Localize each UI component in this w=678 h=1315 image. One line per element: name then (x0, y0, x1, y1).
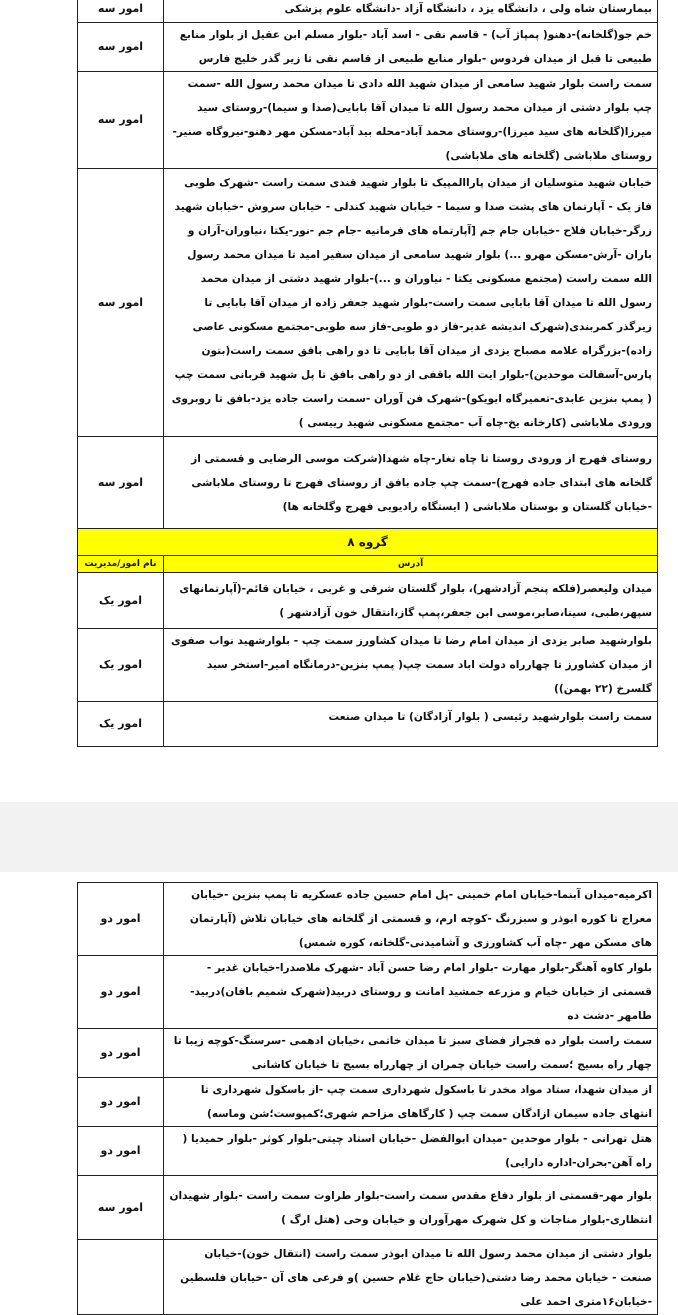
address-cell: بلوار کاوه آهنگر-بلوار مهارت -بلوار امام رضا حسن آباد -شهرک ملاصدرا-خیابان غدیر - قسمتی از خیابان خیام و مزرعه جمشید امانت و روستای دربید(شهرک شمیم بافان)دربید-طامهر -دشت ده (164, 956, 658, 1029)
section-cell: امور دو (78, 883, 164, 956)
table-row (78, 169, 658, 437)
region-address-table-2 (77, 882, 658, 1315)
table-row (78, 956, 658, 1029)
section-cell: امور دو (78, 1127, 164, 1176)
document-page-2 (0, 872, 678, 1308)
section-cell (78, 1240, 164, 1315)
address-cell: بیمارستان شاه ولی ، دانشگاه یزد ، دانشگاه آزاد -دانشگاه علوم پزشکی (164, 0, 658, 23)
table-row (78, 1240, 658, 1315)
table-row (78, 1176, 658, 1240)
address-column-header: آدرس (164, 556, 658, 573)
section-cell: امور سه (78, 169, 164, 437)
section-cell: امور دو (78, 1078, 164, 1127)
table-row (78, 629, 658, 702)
address-cell: روستای فهرج از ورودی روستا تا چاه تغار-چاه شهدا(شرکت موسی الرضایی و قسمتی از گلخانه های ابتدای جاده فهرج)-سمت چپ جاده بافق از روستای فهرج تا روستای ملاباشی -خیابان گلستان و بوستان ملاباشی ( ایستگاه رادیویی فهرج وگلخانه ها) (164, 437, 658, 529)
table-row (78, 437, 658, 529)
section-cell: امور دو (78, 956, 164, 1029)
table-row (78, 23, 658, 72)
address-cell: اکرمیه-میدان آبنما-خیابان امام خمینی -پل امام حسین جاده عسکریه تا پمپ بنزین -خیابان معراج تا کوره ابوذر و سبزرنگ -کوچه ارم، و قسمتی از گلخانه های خیابان تلاش (آپارتمان های مسکن مهر -چاه آب کشاورزی و آشامیدنی-گلخانه، کوره شمس) (164, 883, 658, 956)
column-header-row (78, 556, 658, 573)
section-cell: امور سه (78, 1176, 164, 1240)
section-cell: امور سه (78, 23, 164, 72)
section-cell: امور سه (78, 437, 164, 529)
address-cell: از میدان شهدا، ستاد مواد مخدر تا باسکول شهرداری سمت چپ -از باسکول شهرداری تا انتهای جاده سیمان ازادگان سمت چپ ( کارگاهای مزاحم شهری؛کمپوست؛شن وماسه) (164, 1078, 658, 1127)
address-cell: هتل تهرانی - بلوار موحدین -میدان ابوالفضل -خیابان استاد چیتی-بلوار کوثر -بلوار حمیدیا ( راه آهن-بحران-اداره دارایی) (164, 1127, 658, 1176)
section-cell: امور یک (78, 629, 164, 702)
section-cell: امور دو (78, 1029, 164, 1078)
address-cell: بلوارشهید صابر یزدی از میدان امام رضا تا میدان کشاورز سمت چپ - بلوارشهید نواب صفوی از میدان کشاورز تا چهارراه دولت اباد سمت چپ( پمپ بنزین-درمانگاه امیر-استخر سید گلسرخ (۲۲ بهمن)) (164, 629, 658, 702)
table-row (78, 1078, 658, 1127)
section-cell: امور سه (78, 0, 164, 23)
table-row (78, 0, 658, 23)
address-cell: سمت راست بلوار ده فجراز فضای سبز تا میدان خاتمی ،خیابان ادهمی -سرسنگ-کوچه زیبا تا چهار راه بسیج ؛سمت راست خیابان چمران از چهارراه بسیج تا خیابان کاشانی (164, 1029, 658, 1078)
group-header-row (78, 529, 658, 556)
section-column-header: نام امور/مدیریت (78, 556, 164, 573)
address-cell: بلوار مهر-قسمتی از بلوار دفاع مقدس سمت راست-بلوار طراوت سمت راست -بلوار شهیدان انتظاری-بلوار مناجات و کل شهرک مهرآوران و خیابان وحی (هتل ارگ ) (164, 1176, 658, 1240)
section-cell: امور سه (78, 72, 164, 169)
region-address-table-1 (77, 0, 658, 747)
table-row (78, 1127, 658, 1176)
table-row (78, 573, 658, 629)
table-row (78, 883, 658, 956)
section-cell: امور یک (78, 573, 164, 629)
table-row (78, 1029, 658, 1078)
section-cell: امور یک (78, 702, 164, 747)
address-cell: میدان ولیعصر(فلکه پنجم آزادشهر)، بلوار گلستان شرقی و غربی ، خیابان قائم-(آپارتمانهای سپهر،طبی، سینا،صابر،موسی ابن جعفر،پمپ گاز،انتقال خون آزادشهر ) (164, 573, 658, 629)
address-cell: سمت راست بلوارشهید رئیسی ( بلوار آزادگان) تا میدان صنعت (164, 702, 658, 747)
table-row (78, 702, 658, 747)
address-cell: خیابان شهید متوسلیان از میدان پاراالمپیک تا بلوار شهید قندی سمت راست -شهرک طوبی فاز یک - آپارتمان های پشت صدا و سیما - خیابان شهید کندلی - خیابان سروش -خیابان شهید زرگر-خیابان فلاح -خیابان جام جم [آپارتماه های فرمانیه -جام جم -نور-یکتا ،نیاوران-آران و باران -آرش-مسکن مهرو ...) بلوار شهید سامعی از میدان سفیر امید تا میدان محمد رسول الله سمت راست (مجتمع مسکونی یکتا - نیاوران و ...)-بلوار شهید دشتی از میدان محمد رسول الله تا میدان آقا بابایی سمت راست-بلوار شهید جعفر زاده از میدان آقا بابایی تا زیرگذر کمربندی(شهرک اندیشه غدیر-فاز دو طوبی-فاز سه طوبی-مجتمع مسکونی عاصی زاده)-بزرگراه علامه مصباح یزدی از میدان آقا بابایی تا دو راهی بافق سمت راست(بتون پارس-آسفالت موحدین)-بلوار ایت الله باقفی از دو راهی بافق تا پل شهید قربانی سمت چپ ( پمپ بنزین عابدی-تعمیرگاه ایویکو)-شهرک فن آوران -سمت راست جاده یزد-بافق تا روبروی ورودی ملاباشی (کارخانه یخ-چاه آب -مجتمع مسکونی شهید رییسی ) (164, 169, 658, 437)
group-title: گروه ۸ (78, 529, 658, 556)
page-separator (0, 802, 678, 872)
table-row (78, 72, 658, 169)
address-cell: سمت راست بلوار شهید سامعی از میدان شهید الله دادی تا میدان محمد رسول الله -سمت چپ بلوار دشتی از میدان محمد رسول الله تا میدان آقا بابایی(صدا و سیما)-روستای سید میرزا(گلخانه های سید میرزا)-روستای محمد آباد-محله بید آباد-مسکن مهر دهنو-نیروگاه صنیر-روستای ملاباشی (گلخانه های ملاباشی) (164, 72, 658, 169)
address-cell: خم جو(گلخانه)-دهنو( پمپاژ آب) - قاسم نقی - اسد آباد -بلوار مسلم ابن عقیل از بلوار منابع طبیعی تا قبل از میدان فردوس -بلوار منابع طبیعی از قاسم نقی تا زیر گذر خلیج فارس (164, 23, 658, 72)
address-cell: بلوار دشتی از میدان محمد رسول الله تا میدان ابوذر سمت راست (انتقال خون)-خیابان صنعت - خیابان محمد رضا دشتی(خیابان حاج غلام حسین )و فرعی های آن -خیابان فلسطین -خیابان۱۶متری احمد علی (164, 1240, 658, 1315)
